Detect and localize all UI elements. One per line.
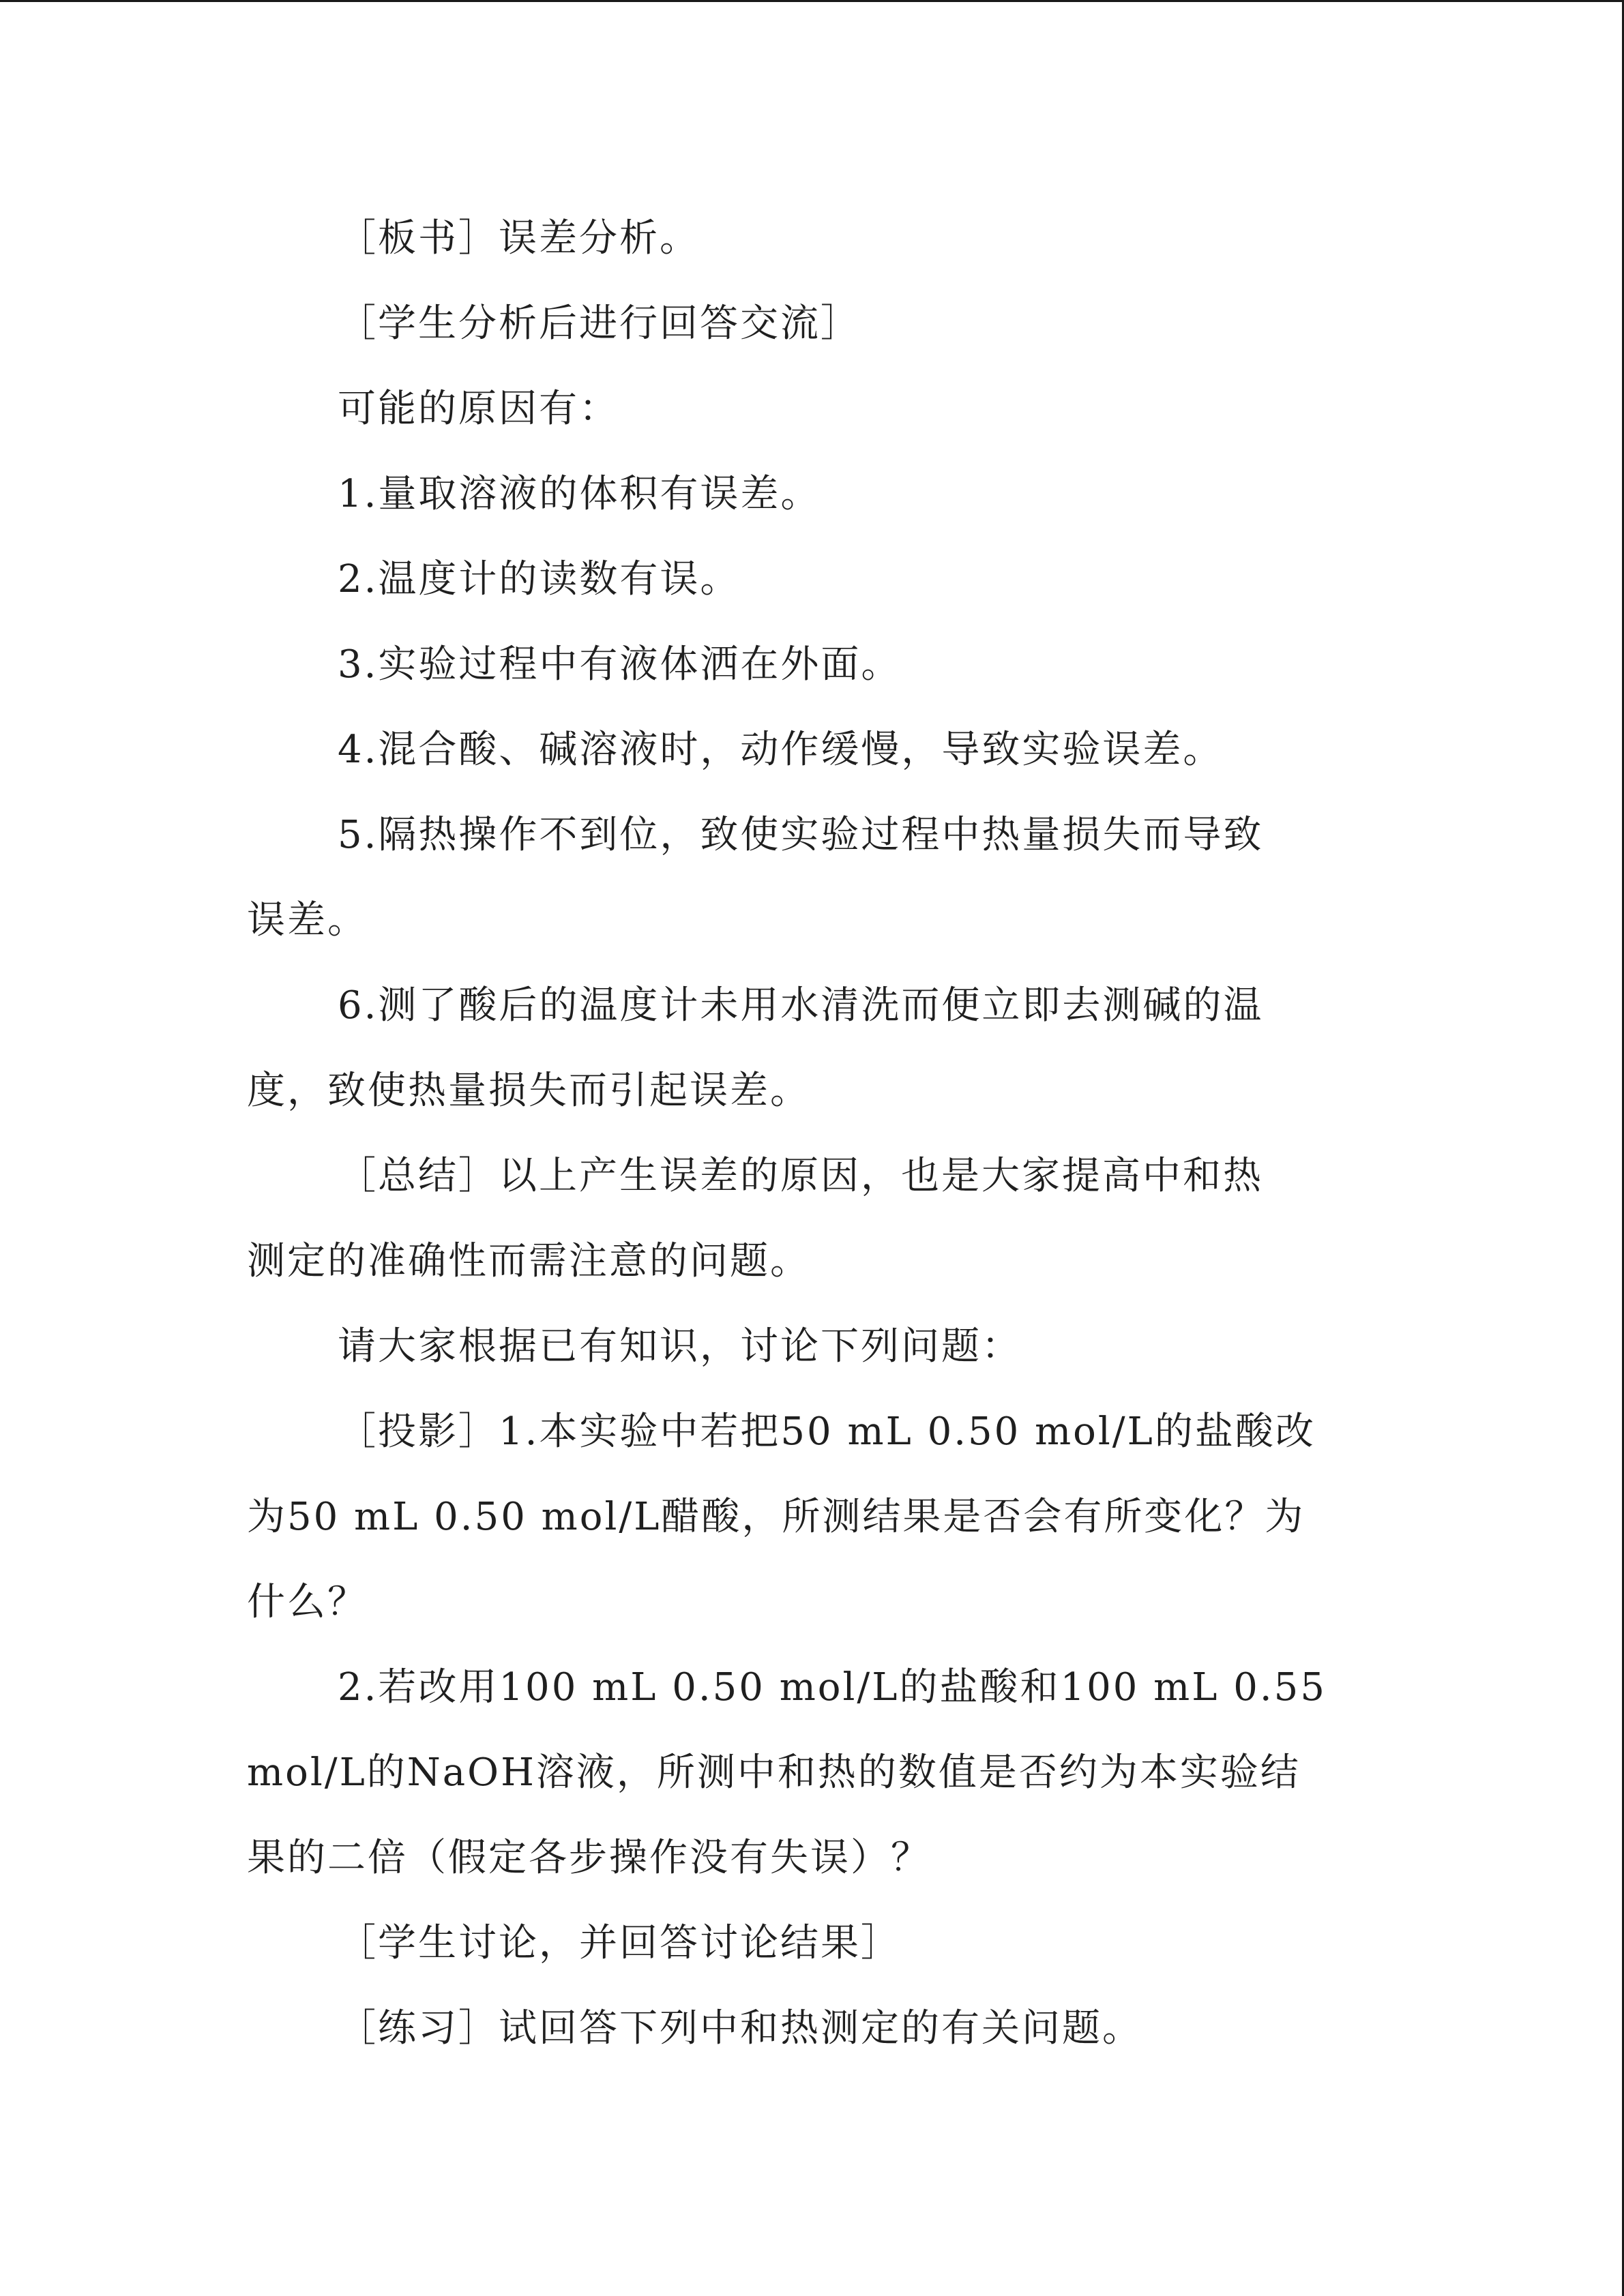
projection-question-2-end: 果的二倍（假定各步操作没有失误）？: [247, 1836, 931, 1880]
projection-question-1: ［投影］1.本实验中若把50 mL 0.50 mol/L的盐酸改: [338, 1410, 1316, 1454]
student-activity-note: ［学生分析后进行回答交流］: [338, 301, 861, 346]
discussion-prompt: 请大家根据已有知识，讨论下列问题：: [338, 1324, 1022, 1369]
blackboard-heading: ［板书］误差分析。: [338, 216, 700, 260]
reason-5-continued: 误差。: [247, 898, 368, 942]
exercise-heading: ［练习］试回答下列中和热测定的有关问题。: [338, 2006, 1142, 2051]
reason-1: 1.量取溶液的体积有误差。: [338, 472, 821, 516]
student-discussion-note: ［学生讨论，并回答讨论结果］: [338, 1921, 901, 1965]
projection-question-2: 2.若改用100 mL 0.50 mol/L的盐酸和100 mL 0.55: [338, 1665, 1327, 1710]
projection-question-1-continued: 为50 mL 0.50 mol/L醋酸，所测结果是否会有所变化？为: [247, 1495, 1305, 1539]
reason-2: 2.温度计的读数有误。: [338, 557, 741, 601]
reason-6-continued: 度，致使热量损失而引起误差。: [247, 1069, 810, 1113]
projection-question-1-end: 什么？: [247, 1580, 368, 1624]
summary-paragraph-continued: 测定的准确性而需注意的问题。: [247, 1239, 810, 1283]
page-top-border: [0, 0, 1624, 2]
reason-4: 4.混合酸、碱溶液时，动作缓慢，导致实验误差。: [338, 728, 1224, 772]
reason-5: 5.隔热操作不到位，致使实验过程中热量损失而导致: [338, 813, 1264, 857]
reason-3: 3.实验过程中有液体洒在外面。: [338, 642, 902, 687]
reasons-intro: 可能的原因有：: [338, 387, 619, 431]
reason-6: 6.测了酸后的温度计未用水清洗而便立即去测碱的温: [338, 983, 1264, 1028]
projection-question-2-continued: mol/L的NaOH溶液，所测中和热的数值是否约为本实验结: [247, 1750, 1301, 1795]
summary-paragraph: ［总结］以上产生误差的原因，也是大家提高中和热: [338, 1154, 1263, 1198]
